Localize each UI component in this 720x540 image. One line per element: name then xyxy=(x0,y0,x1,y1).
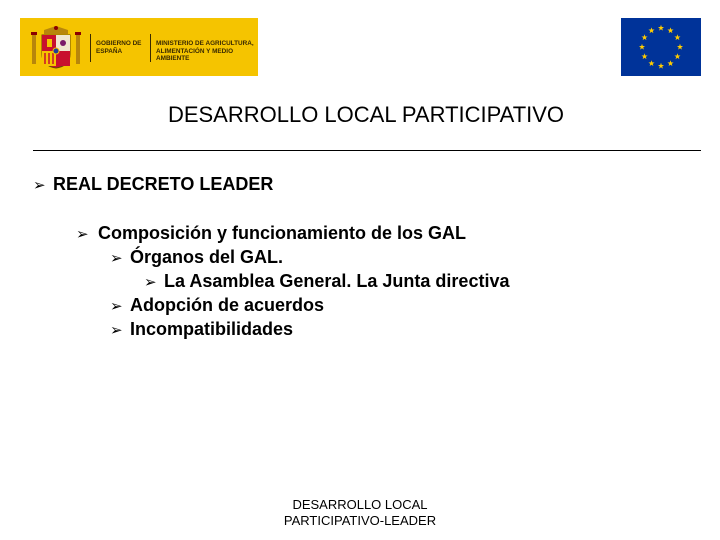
bullet-level3 xyxy=(144,270,509,293)
slide-footer xyxy=(260,497,460,529)
arrow-bullet-icon: ➢ xyxy=(33,176,46,194)
title-divider xyxy=(33,150,701,151)
footer-line2: PARTICIPATIVO-LEADER xyxy=(283,513,437,528)
bullet-text: Composición y funcionamiento de los GAL xyxy=(98,223,467,243)
bullet-level2 xyxy=(110,246,283,269)
footer-line1: DESARROLLO LOCAL xyxy=(292,497,428,512)
bullet-level1 xyxy=(76,222,466,245)
bullet-level2 xyxy=(110,318,293,341)
coat-of-arms-icon xyxy=(30,24,82,70)
arrow-bullet-icon: ➢ xyxy=(144,273,157,291)
bullet-text: La Asamblea General. La Junta directiva xyxy=(164,271,510,291)
eu-flag-icon xyxy=(621,18,701,76)
page-title: DESARROLLO LOCAL PARTICIPATIVO xyxy=(167,102,565,127)
bullet-level2 xyxy=(110,294,324,317)
arrow-bullet-icon: ➢ xyxy=(110,321,123,339)
gobierno-logo xyxy=(20,18,258,76)
arrow-bullet-icon: ➢ xyxy=(76,225,89,243)
ministerio-text: MINISTERIO DE AGRICULTURA, ALIMENTACIÓN Y MEDIO AMBIENTE xyxy=(156,40,254,62)
bullet-text: REAL DECRETO LEADER xyxy=(53,174,274,194)
bullet-text: Incompatibilidades xyxy=(130,319,294,339)
gobierno-text: GOBIERNO DE ESPAÑA xyxy=(96,40,142,55)
logo-divider xyxy=(90,34,91,62)
bullet-text: Órganos del GAL. xyxy=(130,247,284,267)
logo-divider xyxy=(150,34,151,62)
arrow-bullet-icon: ➢ xyxy=(110,297,123,315)
bullet-text: Adopción de acuerdos xyxy=(130,295,325,315)
arrow-bullet-icon: ➢ xyxy=(110,249,123,267)
bullet-level0 xyxy=(33,173,273,196)
